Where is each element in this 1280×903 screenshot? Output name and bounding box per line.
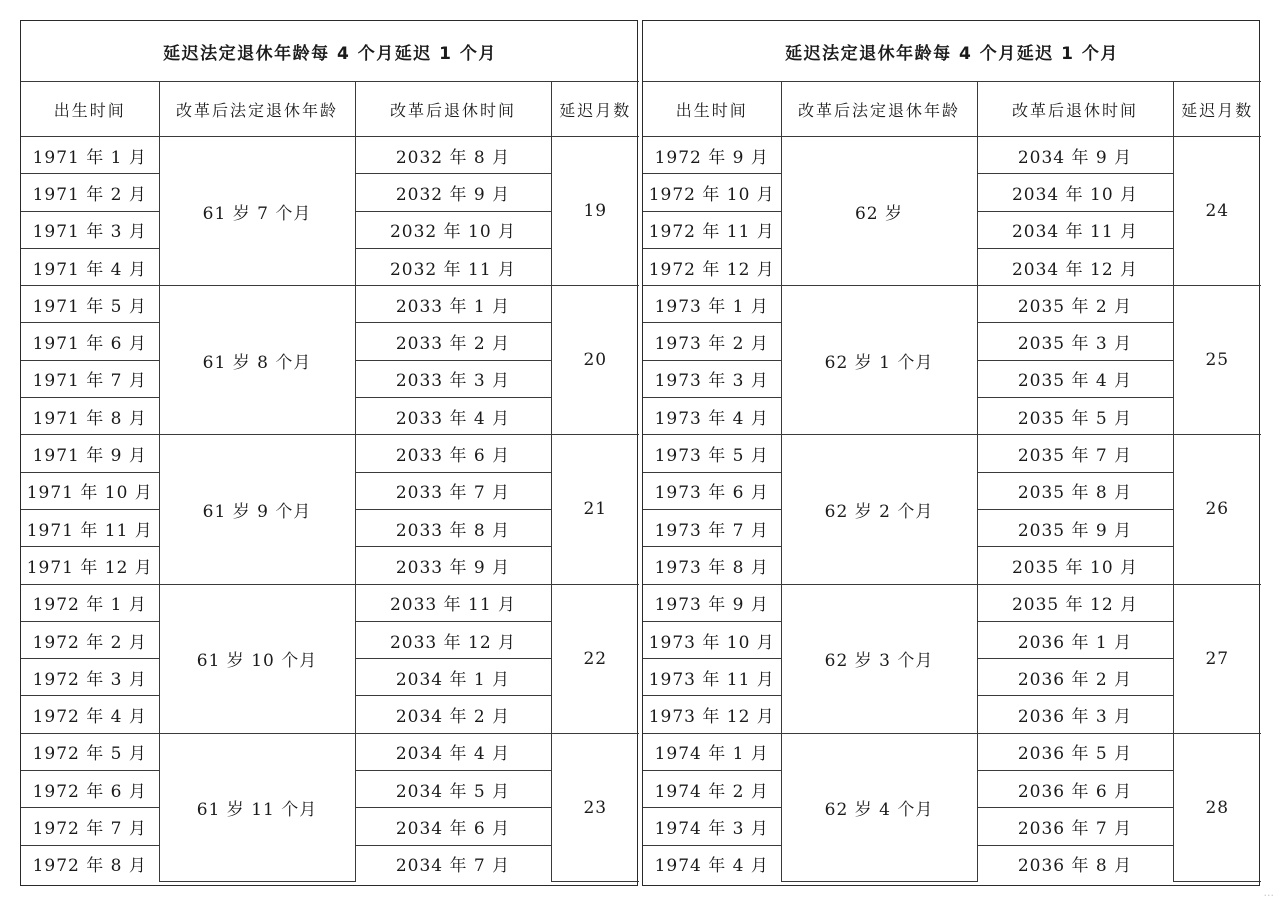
table-row [643,286,1261,323]
left-panel [20,20,638,886]
retirement-time-cell: 2035 年 8 月 [977,472,1173,509]
birth-time-cell: 1974 年 1 月 [643,733,781,770]
retirement-age-cell: 61 岁 7 个月 [159,137,355,286]
birth-time-cell: 1973 年 5 月 [643,435,781,472]
retirement-time-cell: 2034 年 6 月 [355,808,551,845]
birth-time-cell: 1972 年 11 月 [643,211,781,248]
header-birth-time: 出生时间 [21,82,159,137]
birth-time-cell: 1972 年 5 月 [21,733,159,770]
birth-time-cell: 1973 年 7 月 [643,509,781,546]
right-panel [642,20,1260,886]
header-delay-months: 延迟月数 [1173,82,1261,137]
birth-time-cell: 1971 年 4 月 [21,248,159,285]
header-retirement-age: 改革后法定退休年龄 [159,82,355,137]
birth-time-cell: 1973 年 8 月 [643,547,781,584]
retirement-time-cell: 2033 年 6 月 [355,435,551,472]
retirement-time-cell: 2034 年 12 月 [977,248,1173,285]
birth-time-cell: 1972 年 8 月 [21,845,159,882]
delay-months-cell: 28 [1173,733,1261,882]
retirement-time-cell: 2033 年 1 月 [355,286,551,323]
retirement-age-cell: 62 岁 3 个月 [781,584,977,733]
retirement-time-cell: 2036 年 3 月 [977,696,1173,733]
retirement-age-cell: 61 岁 11 个月 [159,733,355,882]
retirement-time-cell: 2035 年 10 月 [977,547,1173,584]
delay-months-cell: 24 [1173,137,1261,286]
retirement-table-right [643,21,1261,882]
table-row [643,137,1261,174]
retirement-time-cell: 2033 年 11 月 [355,584,551,621]
table-row [21,286,639,323]
birth-time-cell: 1973 年 2 月 [643,323,781,360]
table-row [643,435,1261,472]
birth-time-cell: 1974 年 2 月 [643,771,781,808]
delay-months-cell: 19 [551,137,639,286]
retirement-time-cell: 2033 年 2 月 [355,323,551,360]
table-row [21,137,639,174]
retirement-time-cell: 2033 年 3 月 [355,360,551,397]
birth-time-cell: 1972 年 12 月 [643,248,781,285]
retirement-delay-document [20,20,1260,886]
retirement-time-cell: 2032 年 11 月 [355,248,551,285]
birth-time-cell: 1972 年 10 月 [643,174,781,211]
retirement-time-cell: 2032 年 9 月 [355,174,551,211]
birth-time-cell: 1973 年 9 月 [643,584,781,621]
birth-time-cell: 1972 年 3 月 [21,659,159,696]
retirement-time-cell: 2036 年 7 月 [977,808,1173,845]
retirement-age-cell: 62 岁 4 个月 [781,733,977,882]
retirement-time-cell: 2032 年 8 月 [355,137,551,174]
birth-time-cell: 1971 年 10 月 [21,472,159,509]
birth-time-cell: 1973 年 11 月 [643,659,781,696]
header-delay-months: 延迟月数 [551,82,639,137]
retirement-time-cell: 2033 年 9 月 [355,547,551,584]
retirement-time-cell: 2035 年 5 月 [977,398,1173,435]
birth-time-cell: 1971 年 12 月 [21,547,159,584]
birth-time-cell: 1972 年 7 月 [21,808,159,845]
retirement-time-cell: 2036 年 5 月 [977,733,1173,770]
retirement-time-cell: 2035 年 3 月 [977,323,1173,360]
retirement-age-cell: 61 岁 10 个月 [159,584,355,733]
retirement-time-cell: 2034 年 5 月 [355,771,551,808]
retirement-time-cell: 2035 年 4 月 [977,360,1173,397]
birth-time-cell: 1971 年 1 月 [21,137,159,174]
header-birth-time: 出生时间 [643,82,781,137]
birth-time-cell: 1973 年 6 月 [643,472,781,509]
retirement-time-cell: 2036 年 2 月 [977,659,1173,696]
birth-time-cell: 1972 年 2 月 [21,621,159,658]
birth-time-cell: 1973 年 1 月 [643,286,781,323]
header-retirement-age: 改革后法定退休年龄 [781,82,977,137]
retirement-age-cell: 61 岁 8 个月 [159,286,355,435]
retirement-time-cell: 2034 年 9 月 [977,137,1173,174]
retirement-time-cell: 2035 年 2 月 [977,286,1173,323]
birth-time-cell: 1972 年 1 月 [21,584,159,621]
birth-time-cell: 1971 年 11 月 [21,509,159,546]
birth-time-cell: 1974 年 3 月 [643,808,781,845]
retirement-age-cell: 62 岁 1 个月 [781,286,977,435]
birth-time-cell: 1971 年 9 月 [21,435,159,472]
header-retirement-time: 改革后退休时间 [355,82,551,137]
header-retirement-time: 改革后退休时间 [977,82,1173,137]
birth-time-cell: 1971 年 3 月 [21,211,159,248]
birth-time-cell: 1971 年 5 月 [21,286,159,323]
retirement-time-cell: 2035 年 9 月 [977,509,1173,546]
table-title: 延迟法定退休年龄每 4 个月延迟 1 个月 [643,21,1261,82]
retirement-time-cell: 2033 年 4 月 [355,398,551,435]
delay-months-cell: 21 [551,435,639,584]
table-row [643,584,1261,621]
delay-months-cell: 22 [551,584,639,733]
retirement-time-cell: 2036 年 8 月 [977,845,1173,882]
birth-time-cell: 1973 年 12 月 [643,696,781,733]
birth-time-cell: 1971 年 8 月 [21,398,159,435]
birth-time-cell: 1972 年 6 月 [21,771,159,808]
table-row [21,733,639,770]
table-body [21,137,639,882]
retirement-age-cell: 61 岁 9 个月 [159,435,355,584]
retirement-time-cell: 2034 年 11 月 [977,211,1173,248]
retirement-age-cell: 62 岁 [781,137,977,286]
retirement-time-cell: 2033 年 7 月 [355,472,551,509]
retirement-time-cell: 2033 年 12 月 [355,621,551,658]
retirement-time-cell: 2034 年 7 月 [355,845,551,882]
delay-months-cell: 25 [1173,286,1261,435]
retirement-time-cell: 2034 年 10 月 [977,174,1173,211]
table-body [643,137,1261,882]
birth-time-cell: 1973 年 10 月 [643,621,781,658]
retirement-time-cell: 2035 年 12 月 [977,584,1173,621]
delay-months-cell: 23 [551,733,639,882]
table-row [21,435,639,472]
delay-months-cell: 20 [551,286,639,435]
birth-time-cell: 1972 年 4 月 [21,696,159,733]
retirement-time-cell: 2036 年 1 月 [977,621,1173,658]
birth-time-cell: 1971 年 7 月 [21,360,159,397]
retirement-age-cell: 62 岁 2 个月 [781,435,977,584]
birth-time-cell: 1973 年 3 月 [643,360,781,397]
birth-time-cell: 1972 年 9 月 [643,137,781,174]
birth-time-cell: 1974 年 4 月 [643,845,781,882]
retirement-time-cell: 2035 年 7 月 [977,435,1173,472]
birth-time-cell: 1973 年 4 月 [643,398,781,435]
retirement-time-cell: 2034 年 2 月 [355,696,551,733]
watermark-text: ... [1263,886,1274,899]
retirement-table-left [21,21,639,882]
birth-time-cell: 1971 年 6 月 [21,323,159,360]
table-row [21,584,639,621]
delay-months-cell: 26 [1173,435,1261,584]
retirement-time-cell: 2033 年 8 月 [355,509,551,546]
retirement-time-cell: 2036 年 6 月 [977,771,1173,808]
delay-months-cell: 27 [1173,584,1261,733]
table-row [643,733,1261,770]
retirement-time-cell: 2032 年 10 月 [355,211,551,248]
birth-time-cell: 1971 年 2 月 [21,174,159,211]
retirement-time-cell: 2034 年 4 月 [355,733,551,770]
table-title: 延迟法定退休年龄每 4 个月延迟 1 个月 [21,21,639,82]
retirement-time-cell: 2034 年 1 月 [355,659,551,696]
